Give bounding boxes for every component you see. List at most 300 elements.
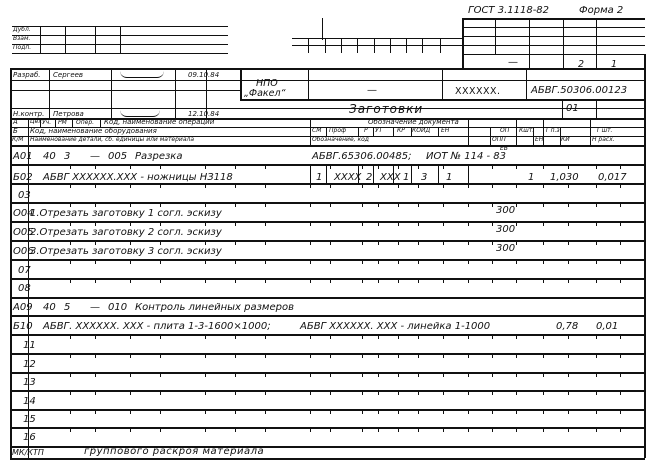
grid-line (644, 54, 646, 458)
grid-line (543, 164, 544, 169)
grid-line (543, 334, 544, 339)
grid-line (398, 259, 399, 264)
sheet-total: 1 (611, 59, 618, 70)
grid-line (516, 221, 517, 226)
grid-line (443, 390, 444, 395)
grid-line (492, 259, 493, 264)
grid-line (330, 259, 331, 264)
grid-line (265, 353, 266, 358)
org-name: „Факел“ (244, 88, 286, 99)
row-number: 08 (18, 283, 31, 294)
grid-line (418, 409, 419, 414)
grid-line (596, 259, 597, 264)
grid-line (468, 278, 469, 283)
legend-kst: Кшт. (519, 127, 535, 134)
grid-line (95, 259, 96, 264)
grid-line (235, 278, 236, 283)
grid-line (468, 372, 469, 377)
grid-line (70, 240, 71, 245)
grid-line (620, 409, 621, 414)
grid-line (378, 164, 379, 169)
grid-line (70, 427, 71, 432)
grid-line (130, 183, 131, 188)
grid-line (265, 221, 266, 226)
grid-line (596, 278, 597, 283)
grid-line (10, 108, 645, 109)
row-r: 2 (366, 172, 373, 183)
grid-line (95, 278, 96, 283)
grid-line (443, 202, 444, 207)
row-number: Б10 (13, 321, 33, 332)
row-text: 1.Отрезать заготовку 1 согл. эскизу (30, 208, 222, 219)
grid-line (378, 390, 379, 395)
grid-line (235, 202, 236, 207)
row-uch: 5 (64, 302, 71, 313)
grid-line (378, 278, 379, 283)
row-tpz: 0,78 (556, 321, 579, 332)
legend-r: Р (364, 127, 368, 134)
grid-line (418, 259, 419, 264)
grid-line (516, 372, 517, 377)
grid-line (418, 221, 419, 226)
grid-line (362, 372, 363, 377)
grid-line (205, 164, 206, 169)
grid-line (10, 80, 645, 81)
grid-line (492, 164, 493, 169)
grid-line (205, 278, 206, 283)
razrab-label: Разраб. (13, 71, 41, 79)
row-kr: 1 (403, 172, 410, 183)
grid-line (543, 427, 544, 432)
grid-line (526, 68, 527, 99)
grid-line (443, 221, 444, 226)
grid-line (596, 183, 597, 188)
grid-line (543, 372, 544, 377)
row-number: 14 (23, 396, 36, 407)
grid-line (393, 127, 394, 136)
grid-line (543, 353, 544, 358)
grid-line (562, 99, 563, 118)
grid-line (362, 409, 363, 414)
row-tsht: 0,017 (598, 172, 627, 183)
grid-line (326, 164, 327, 183)
grid-line (130, 390, 131, 395)
grid-line (492, 409, 493, 414)
grid-line (95, 240, 96, 245)
grid-line (468, 259, 469, 264)
grid-line (130, 372, 131, 377)
grid-line (398, 164, 399, 169)
grid-line (620, 221, 621, 226)
grid-line (310, 164, 311, 183)
grid-line (330, 164, 331, 169)
grid-line (310, 372, 311, 377)
legend-oborud: Код, наименование оборудования (30, 127, 157, 135)
grid-line (378, 259, 379, 264)
grid-line (468, 118, 469, 145)
grid-line (205, 240, 206, 245)
grid-line (160, 259, 161, 264)
grid-line (390, 38, 391, 53)
grid-line (596, 164, 597, 169)
grid-line (240, 99, 645, 101)
legend-oboznach-kod: Обозначение, код (312, 136, 369, 143)
grid-line (418, 183, 419, 188)
grid-line (468, 183, 469, 188)
grid-line (529, 54, 530, 68)
grid-line (310, 278, 311, 283)
row-koid: 3 (421, 172, 428, 183)
grid-line (516, 353, 517, 358)
legend-rm: РМ (58, 119, 67, 126)
grid-line (330, 278, 331, 283)
grid-line (265, 372, 266, 377)
grid-line (325, 38, 326, 53)
grid-line (341, 38, 342, 53)
legend-tsht: Т шт. (596, 127, 613, 134)
grid-line (378, 372, 379, 377)
razrab-date: 09.10.84 (188, 71, 220, 79)
legend-koid: КОИД (412, 127, 431, 134)
row-number: 16 (23, 432, 36, 443)
grid-line (418, 334, 419, 339)
grid-line (70, 183, 71, 188)
grid-line (330, 221, 331, 226)
grid-line (596, 427, 597, 432)
grid-line (398, 183, 399, 188)
grid-line (10, 164, 645, 166)
grid-line (205, 390, 206, 395)
grid-line (265, 259, 266, 264)
grid-line (568, 240, 569, 245)
grid-line (310, 390, 311, 395)
legend-en: ЕН (441, 127, 450, 134)
row-number: 03 (18, 190, 31, 201)
grid-line (358, 127, 359, 136)
grid-line (362, 202, 363, 207)
footer-code: МК/КТП (12, 448, 44, 457)
grid-line (265, 183, 266, 188)
grid-line (160, 409, 161, 414)
grid-line (462, 36, 645, 37)
grid-line (418, 427, 419, 432)
legend-a: А (13, 118, 18, 126)
grid-line (160, 427, 161, 432)
grid-line (160, 221, 161, 226)
grid-line (462, 27, 645, 28)
grid-line (620, 259, 621, 264)
grid-line (95, 409, 96, 414)
footer-text: группового раскроя материала (84, 446, 265, 457)
grid-line (516, 118, 517, 145)
grid-line (10, 427, 645, 429)
grid-line (95, 183, 96, 188)
grid-line (596, 18, 597, 54)
grid-line (443, 240, 444, 245)
grid-line (175, 68, 176, 118)
legend-kr: КР (397, 127, 405, 134)
razrab-name: Сергеев (53, 71, 84, 79)
grid-line (563, 18, 564, 54)
grid-line (418, 240, 419, 245)
grid-line (205, 202, 206, 207)
grid-line (95, 390, 96, 395)
grid-line (443, 164, 444, 169)
grid-line (310, 334, 311, 339)
grid-line (596, 221, 597, 226)
row-sm: 1 (316, 172, 323, 183)
grid-line (10, 390, 645, 392)
grid-line (310, 409, 311, 414)
nkontr-signature (120, 110, 160, 117)
grid-line (205, 372, 206, 377)
grid-line (596, 390, 597, 395)
doc-title: Заготовки (349, 102, 424, 116)
grid-line (160, 390, 161, 395)
grid-line (100, 118, 101, 127)
grid-line (362, 164, 363, 169)
grid-line (440, 38, 441, 53)
grid-line (235, 427, 236, 432)
grid-line (265, 164, 266, 169)
legend-nrash: Н расх. (592, 136, 615, 143)
grid-line (516, 164, 517, 169)
legend-sm: СМ (312, 127, 322, 134)
grid-line (330, 202, 331, 207)
grid-line (326, 127, 327, 136)
grid-line (310, 259, 311, 264)
grid-line (468, 390, 469, 395)
legend-ut: УТ (375, 127, 383, 134)
grid-line (443, 427, 444, 432)
grid-line (443, 372, 444, 377)
grid-line (160, 372, 161, 377)
row-doc: АБВГ.65306.00485; (312, 151, 412, 162)
grid-line (308, 38, 309, 53)
row-en: 1 (446, 172, 453, 183)
row-number: Б02 (13, 172, 33, 183)
grid-line (265, 334, 266, 339)
grid-line (111, 68, 112, 118)
row-number: А01 (13, 151, 33, 162)
row-text: Контроль линейных размеров (135, 302, 294, 313)
grid-line (462, 18, 464, 68)
grid-line (543, 278, 544, 283)
grid-line (330, 183, 331, 188)
grid-line (310, 427, 311, 432)
row-text-2: АБВГ XXXXXX. XXX - линейка 1-1000 (300, 321, 491, 332)
grid-line (568, 202, 569, 207)
grid-line (418, 164, 419, 169)
row-number: О06 (13, 246, 34, 257)
legend-b: Б (13, 127, 18, 135)
row-kst: 1 (528, 172, 535, 183)
legend-op: ОП (500, 127, 510, 134)
grid-line (492, 334, 493, 339)
grid-line (468, 164, 469, 183)
row-oper: 010 (108, 302, 128, 313)
grid-line (70, 278, 71, 283)
grid-line (492, 183, 493, 188)
row-text: 3.Отрезать заготовку 3 согл. эскизу (30, 246, 222, 257)
grid-line (373, 164, 374, 183)
grid-line (310, 240, 311, 245)
grid-line (516, 427, 517, 432)
row-tsht: 0,01 (596, 321, 619, 332)
grid-line (563, 54, 564, 68)
row-number: 13 (23, 377, 36, 388)
grid-line (620, 427, 621, 432)
grid-line (543, 240, 544, 245)
grid-line (543, 409, 544, 414)
grid-line (462, 18, 645, 20)
grid-line (568, 221, 569, 226)
grid-line (620, 390, 621, 395)
grid-line (72, 118, 73, 127)
grid-line (10, 372, 645, 374)
grid-line (492, 390, 493, 395)
grid-line (235, 164, 236, 169)
grid-line (362, 334, 363, 339)
grid-line (492, 221, 493, 226)
grid-line (378, 202, 379, 207)
grid-line (373, 127, 374, 136)
grid-line (310, 353, 311, 358)
grid-line (10, 278, 645, 280)
grid-line (620, 372, 621, 377)
grid-line (398, 202, 399, 207)
grid-line (378, 183, 379, 188)
grid-line (70, 334, 71, 339)
grid-line (378, 221, 379, 226)
grid-line (443, 334, 444, 339)
grid-line (398, 221, 399, 226)
grid-line (120, 26, 121, 53)
grid-line (310, 183, 311, 188)
grid-line (235, 259, 236, 264)
row-rm: — (90, 151, 100, 162)
grid-line (322, 18, 323, 40)
grid-line (70, 390, 71, 395)
grid-line (330, 353, 331, 358)
grid-line (411, 164, 412, 183)
row-op: 300 (496, 205, 516, 216)
grid-line (590, 118, 591, 145)
grid-line (205, 427, 206, 432)
grid-line (130, 164, 131, 169)
grid-line (443, 183, 444, 188)
nkontr-name: Петрова (53, 110, 84, 118)
grid-line (443, 409, 444, 414)
grid-line (468, 202, 469, 207)
grid-line (516, 390, 517, 395)
grid-line (330, 390, 331, 395)
grid-line (160, 353, 161, 358)
stamp-podp: Подп. (13, 44, 32, 51)
grid-line (95, 164, 96, 169)
row-number: 12 (23, 359, 36, 370)
grid-line (10, 458, 645, 460)
grid-line (205, 183, 206, 188)
grid-line (160, 183, 161, 188)
grid-line (160, 240, 161, 245)
grid-line (160, 164, 161, 169)
row-number: О05 (13, 227, 34, 238)
grid-line (40, 26, 41, 53)
grid-line (10, 334, 645, 336)
legend-tpz: Т п.з. (545, 127, 562, 134)
grid-line (398, 427, 399, 432)
grid-line (10, 68, 645, 70)
stamp-dubl: Дубл. (13, 26, 31, 33)
nkontr-label: Н.контр. (13, 110, 45, 118)
grid-line (443, 259, 444, 264)
razrab-signature (120, 71, 164, 78)
grid-line (330, 240, 331, 245)
grid-line (568, 164, 569, 169)
grid-line (330, 427, 331, 432)
grid-line (398, 409, 399, 414)
grid-line (95, 221, 96, 226)
legend-kod-oper: Код, наименование операции (104, 118, 215, 126)
row-number: О04 (13, 208, 34, 219)
stamp-vzam: Взам. (13, 35, 31, 42)
grid-line (596, 334, 597, 339)
grid-line (596, 240, 597, 245)
op-number: 01 (566, 103, 579, 114)
doc-code: АБВГ.50306.00123 (531, 85, 628, 96)
grid-line (620, 202, 621, 207)
row-text: АБВГ. XXXXXX. XXX - плита 1-3-1600×1000; (43, 321, 271, 332)
grid-line (398, 278, 399, 283)
grid-line (568, 372, 569, 377)
grid-line (516, 409, 517, 414)
grid-line (70, 221, 71, 226)
grid-line (568, 427, 569, 432)
nkontr-date: 12.10.84 (188, 110, 220, 118)
grid-line (418, 372, 419, 377)
grid-line (362, 278, 363, 283)
legend-ceh: Цех (30, 118, 42, 125)
grid-line (620, 334, 621, 339)
grid-line (55, 118, 56, 127)
grid-line (378, 427, 379, 432)
grid-line (596, 54, 597, 68)
grid-line (205, 353, 206, 358)
grid-line (95, 353, 96, 358)
grid-line (422, 38, 423, 53)
grid-line (205, 221, 206, 226)
grid-line (130, 221, 131, 226)
form-label: Форма 2 (579, 5, 624, 16)
grid-line (462, 45, 645, 46)
grid-line (330, 372, 331, 377)
grid-line (362, 240, 363, 245)
grid-line (492, 202, 493, 207)
grid-line (10, 221, 645, 223)
grid-line (468, 221, 469, 226)
grid-line (438, 164, 439, 183)
grid-line (620, 240, 621, 245)
row-number: 07 (18, 265, 31, 276)
grid-line (398, 372, 399, 377)
grid-line (495, 18, 496, 54)
grid-line (265, 427, 266, 432)
grid-line (406, 38, 407, 53)
grid-line (10, 240, 645, 242)
row-rm: — (90, 302, 100, 313)
row-iot: ИОТ № 114 - 83 (426, 151, 506, 162)
